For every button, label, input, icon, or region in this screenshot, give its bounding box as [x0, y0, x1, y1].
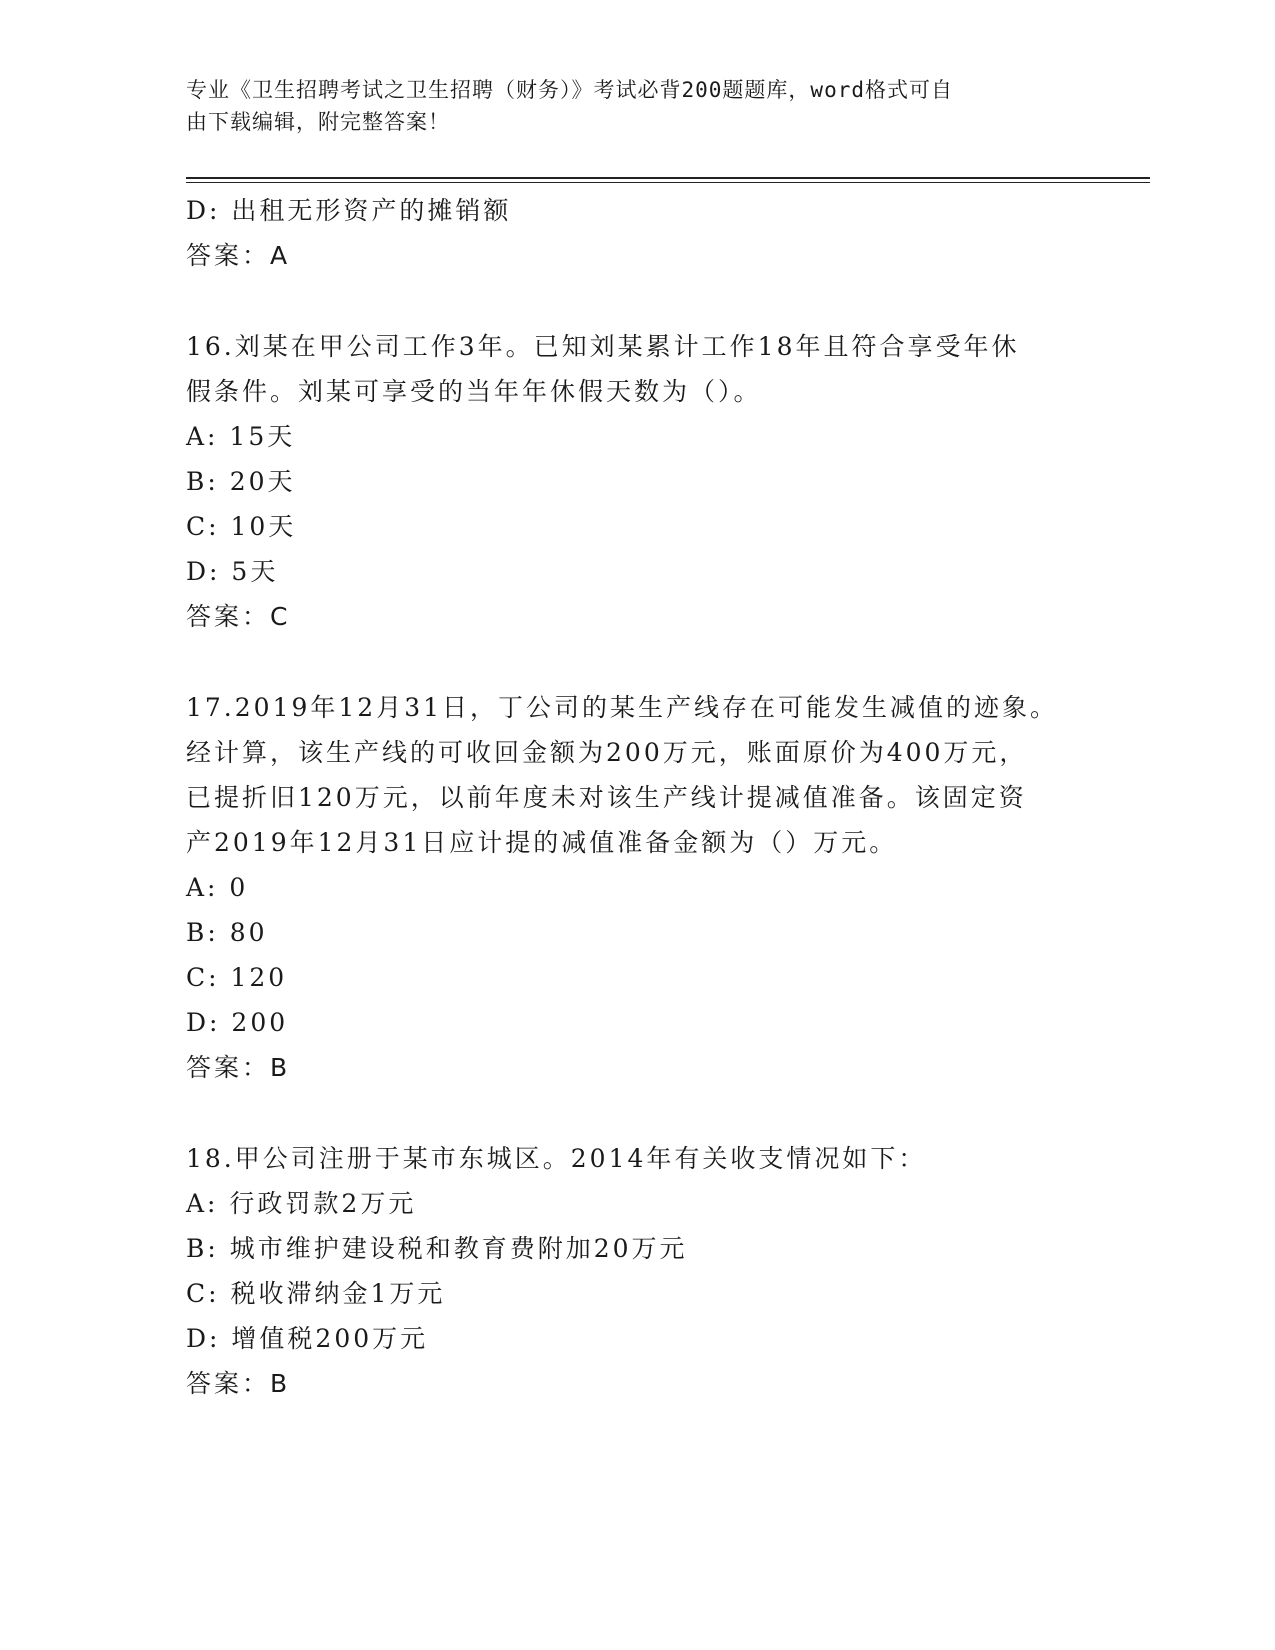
header-line-2: 由下载编辑，附完整答案！ — [186, 110, 450, 134]
q16-option-a: A: 15天 — [186, 422, 296, 451]
q17-text-line-1: 17.2019年12月31日，丁公司的某生产线存在可能发生减值的迹象。 — [186, 693, 1059, 722]
q16-option-d: D: 5天 — [186, 557, 279, 586]
q16-option-c: C: 10天 — [186, 512, 297, 541]
q17-option-c: C: 120 — [186, 963, 288, 992]
q18-text-line-1: 18.甲公司注册于某市东城区。2014年有关收支情况如下： — [186, 1144, 927, 1173]
document-header — [186, 74, 1066, 138]
q16-text-line-2: 假条件。刘某可享受的当年年休假天数为（）。 — [186, 377, 762, 406]
q17-answer: 答案：B — [186, 1053, 291, 1082]
prev-answer: 答案：A — [186, 241, 291, 270]
question-16 — [186, 324, 1086, 639]
q17-option-a: A: 0 — [186, 873, 249, 902]
question-17 — [186, 685, 1086, 1090]
q16-option-b: B: 20天 — [186, 467, 296, 496]
document-body — [186, 188, 1086, 1406]
q17-option-b: B: 80 — [186, 918, 268, 947]
q18-option-c: C: 税收滞纳金1万元 — [186, 1279, 446, 1308]
q17-text-line-3: 已提折旧120万元，以前年度未对该生产线计提减值准备。该固定资 — [186, 783, 1027, 812]
q17-option-d: D: 200 — [186, 1008, 289, 1037]
header-rule-thick — [186, 177, 1150, 179]
q17-text-line-4: 产2019年12月31日应计提的减值准备金额为（）万元。 — [186, 828, 898, 857]
q18-option-d: D: 增值税200万元 — [186, 1324, 429, 1353]
q18-option-a: A: 行政罚款2万元 — [186, 1189, 417, 1218]
header-rule-thin — [186, 182, 1150, 183]
question-18 — [186, 1136, 1086, 1406]
q17-text-line-2: 经计算，该生产线的可收回金额为200万元，账面原价为400万元， — [186, 738, 1028, 767]
q16-answer: 答案：C — [186, 602, 291, 631]
header-line-1: 专业《卫生招聘考试之卫生招聘（财务）》考试必背200题题库，word格式可自 — [186, 78, 953, 102]
prev-option-d: D: 出租无形资产的摊销额 — [186, 196, 512, 225]
q16-text-line-1: 16.刘某在甲公司工作3年。已知刘某累计工作18年且符合享受年休 — [186, 332, 1020, 361]
q18-answer: 答案：B — [186, 1369, 291, 1398]
q18-option-b: B: 城市维护建设税和教育费附加20万元 — [186, 1234, 688, 1263]
